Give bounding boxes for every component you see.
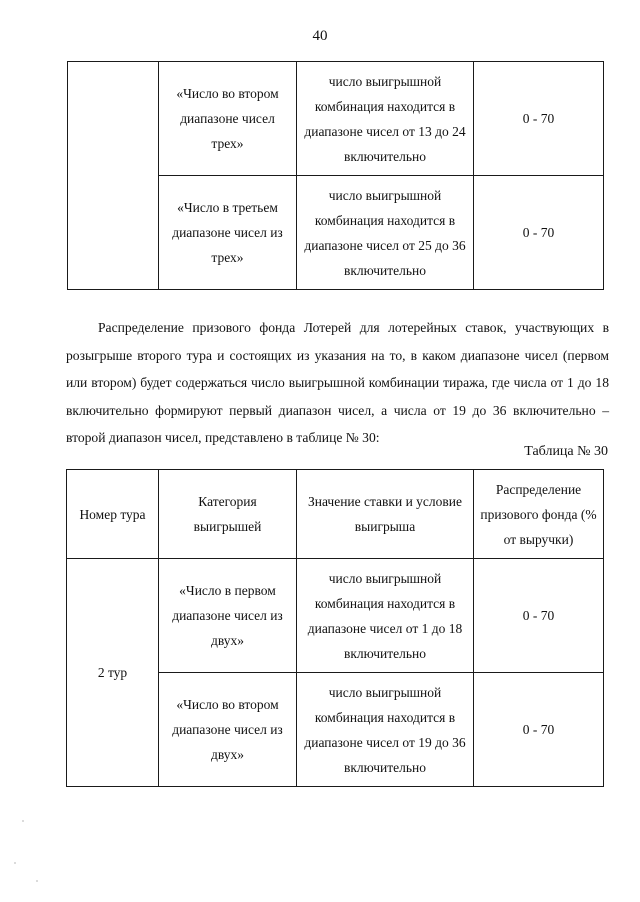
category-cell: «Число в третьем диапазоне чисел из трех» (159, 176, 297, 290)
continued-table (67, 61, 604, 290)
distribution-cell: 0 - 70 (474, 62, 604, 176)
table-caption: Таблица № 30 (524, 444, 608, 459)
header-tour: Номер тура (67, 470, 159, 559)
distribution-cell: 0 - 70 (474, 559, 604, 673)
header-distribution: Распределение призового фонда (% от выручки) (474, 470, 604, 559)
header-row (67, 470, 604, 559)
table-30 (66, 469, 604, 787)
header-category: Категория выигрышей (159, 470, 297, 559)
category-cell: «Число во втором диапазоне чисел из двух» (159, 673, 297, 787)
paragraph-text: Распределение призового фонда Лотерей для лотерейных ставок, участвующих в розыгрыше второго тура и состоящих из указания на то, в каком диапазоне чисел (первом или втором) будет содержаться число выигрышной комбинации тиража, где числа от 1 до 18 включительно формируют первый диапазон чисел, а числа от 19 до 36 включительно – второй диапазон чисел, представлено в таблице № 30: (66, 320, 609, 445)
scan-speck (14, 862, 16, 864)
category-cell: «Число в первом диапазоне чисел из двух» (159, 559, 297, 673)
scan-speck (36, 880, 38, 882)
page-number: 40 (312, 28, 328, 44)
distribution-cell: 0 - 70 (474, 673, 604, 787)
category-cell: «Число во втором диапазоне чисел трех» (159, 62, 297, 176)
distribution-cell: 0 - 70 (474, 176, 604, 290)
condition-cell: число выигрышной комбинация находится в диапазоне чисел от 19 до 36 включительно (297, 673, 474, 787)
condition-cell: число выигрышной комбинация находится в диапазоне чисел от 25 до 36 включительно (297, 176, 474, 290)
table-row (68, 62, 604, 176)
table-row (67, 559, 604, 673)
body-paragraph (66, 314, 609, 452)
header-stake: Значение ставки и условие выигрыша (297, 470, 474, 559)
condition-cell: число выигрышной комбинация находится в диапазоне чисел от 1 до 18 включительно (297, 559, 474, 673)
tour-cell: 2 тур (67, 559, 159, 787)
tour-cell-blank (68, 62, 159, 290)
condition-cell: число выигрышной комбинация находится в диапазоне чисел от 13 до 24 включительно (297, 62, 474, 176)
scan-speck (22, 820, 24, 822)
